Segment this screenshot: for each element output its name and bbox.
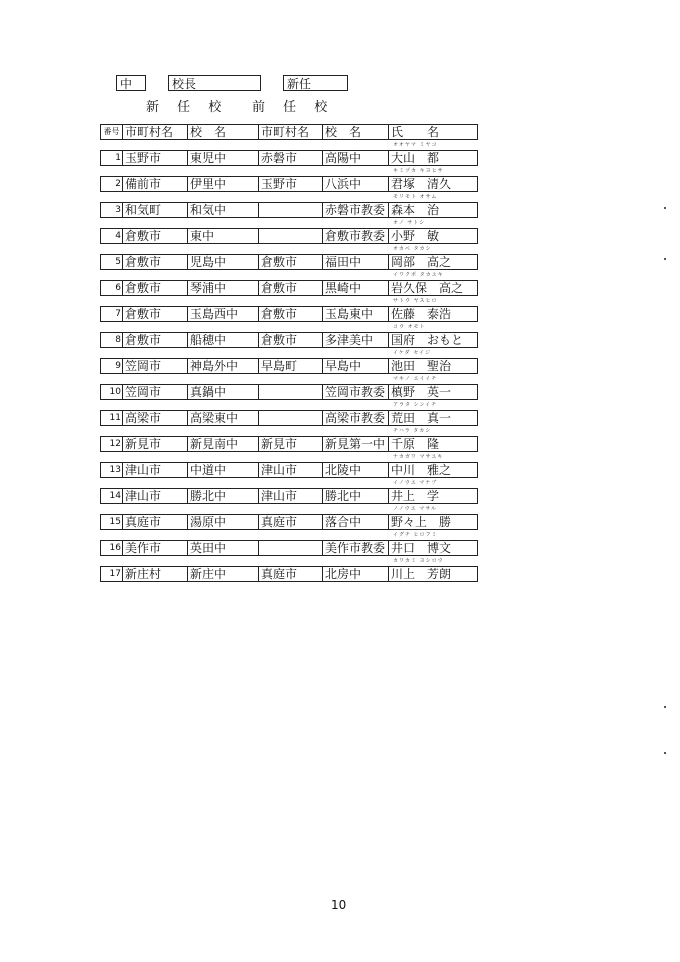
new-city: 倉敷市 xyxy=(122,280,187,296)
name-text: 森本 治 xyxy=(391,203,440,217)
row-number: 17 xyxy=(100,566,122,582)
name-text: 池田 聖治 xyxy=(391,359,452,373)
new-city: 高梁市 xyxy=(122,410,187,426)
previous-city: 玉野市 xyxy=(258,176,322,192)
table-row xyxy=(100,514,478,530)
name-text: 井上 学 xyxy=(391,489,440,503)
row-number: 15 xyxy=(100,514,122,530)
new-school: 東中 xyxy=(187,228,258,244)
table-row xyxy=(100,488,478,504)
row-number: 14 xyxy=(100,488,122,504)
person-name xyxy=(388,428,478,452)
table-row xyxy=(100,150,478,166)
new-city: 玉野市 xyxy=(122,150,187,166)
row-number: 3 xyxy=(100,202,122,218)
new-city: 倉敷市 xyxy=(122,332,187,348)
previous-city: 新見市 xyxy=(258,436,322,452)
previous-city: 津山市 xyxy=(258,488,322,504)
header-city: 市町村名 xyxy=(122,124,187,140)
name-furigana: オカベ タカシ xyxy=(393,246,432,252)
new-school: 新庄中 xyxy=(187,566,258,582)
table-row xyxy=(100,176,478,192)
name-text: 荒田 真一 xyxy=(391,411,452,425)
person-name xyxy=(388,324,478,348)
new-city: 新見市 xyxy=(122,436,187,452)
row-number: 5 xyxy=(100,254,122,270)
person-name xyxy=(388,194,478,218)
name-furigana: イグチ ヒロフミ xyxy=(393,532,438,538)
name-furigana: イケダ セイジ xyxy=(393,350,432,356)
name-furigana: カワカミ ヨシロウ xyxy=(393,558,444,564)
previous-school: 黒崎中 xyxy=(322,280,388,296)
header-previous-school: 校 名 xyxy=(322,124,388,140)
person-name xyxy=(388,350,478,374)
table-row xyxy=(100,202,478,218)
row-number: 6 xyxy=(100,280,122,296)
table-body xyxy=(100,142,478,582)
previous-school: 高梁市教委 xyxy=(322,410,388,426)
person-name xyxy=(388,168,478,192)
row-number: 13 xyxy=(100,462,122,478)
person-name xyxy=(388,272,478,296)
name-text: 岡部 高之 xyxy=(391,255,452,269)
table-row xyxy=(100,332,478,348)
new-school: 英田中 xyxy=(187,540,258,556)
person-name xyxy=(388,142,478,166)
header-school: 校 名 xyxy=(187,124,258,140)
name-text: 千原 隆 xyxy=(391,437,440,451)
previous-school: 多津美中 xyxy=(322,332,388,348)
new-city: 倉敷市 xyxy=(122,254,187,270)
previous-city xyxy=(258,540,322,556)
table-row xyxy=(100,384,478,400)
previous-school: 早島中 xyxy=(322,358,388,374)
name-furigana: オノ サトシ xyxy=(393,220,426,226)
name-furigana: イワクボ タカユキ xyxy=(393,272,444,278)
name-furigana: イノウエ マナブ xyxy=(393,480,438,486)
person-name xyxy=(388,376,478,400)
new-school: 和気中 xyxy=(187,202,258,218)
new-school: 湯原中 xyxy=(187,514,258,530)
name-text: 野々上 勝 xyxy=(391,515,452,529)
position-box: 校長 xyxy=(168,75,261,91)
name-furigana: サトウ ヤスヒロ xyxy=(393,298,438,304)
previous-school-section-label: 前 任 校 xyxy=(252,100,335,115)
previous-school: 北陵中 xyxy=(322,462,388,478)
previous-school: 北房中 xyxy=(322,566,388,582)
new-city: 津山市 xyxy=(122,462,187,478)
person-name xyxy=(388,506,478,530)
new-city: 倉敷市 xyxy=(122,228,187,244)
name-text: 岩久保 高之 xyxy=(391,281,464,295)
person-name xyxy=(388,558,478,582)
row-number: 11 xyxy=(100,410,122,426)
name-text: 佐藤 泰浩 xyxy=(391,307,452,321)
table-row xyxy=(100,436,478,452)
table-row xyxy=(100,254,478,270)
previous-city: 倉敷市 xyxy=(258,306,322,322)
new-school: 真鍋中 xyxy=(187,384,258,400)
new-school: 高梁東中 xyxy=(187,410,258,426)
name-furigana: コウ オモト xyxy=(393,324,426,330)
table-row xyxy=(100,280,478,296)
name-text: 大山 都 xyxy=(391,151,440,165)
new-school: 新見南中 xyxy=(187,436,258,452)
new-city: 和気町 xyxy=(122,202,187,218)
previous-city: 早島町 xyxy=(258,358,322,374)
name-text: 槙野 英一 xyxy=(391,385,452,399)
previous-city: 赤磐市 xyxy=(258,150,322,166)
header-name: 氏 名 xyxy=(388,124,478,140)
person-name xyxy=(388,220,478,244)
new-school: 東児中 xyxy=(187,150,258,166)
name-furigana: ノノウエ マサル xyxy=(393,506,437,512)
name-text: 中川 雅之 xyxy=(391,463,452,477)
new-school: 勝北中 xyxy=(187,488,258,504)
new-school: 玉島西中 xyxy=(187,306,258,322)
header-previous-city: 市町村名 xyxy=(258,124,322,140)
new-school: 中道中 xyxy=(187,462,258,478)
row-number: 2 xyxy=(100,176,122,192)
header-number: 番号 xyxy=(100,124,122,140)
name-furigana: モリモト オサム xyxy=(393,194,438,200)
previous-school: 赤磐市教委 xyxy=(322,202,388,218)
person-name xyxy=(388,454,478,478)
name-furigana: アラタ シンイチ xyxy=(393,402,438,408)
new-city: 笠岡市 xyxy=(122,358,187,374)
previous-city xyxy=(258,384,322,400)
previous-school: 倉敷市教委 xyxy=(322,228,388,244)
person-name xyxy=(388,402,478,426)
previous-school: 高陽中 xyxy=(322,150,388,166)
scan-speck xyxy=(664,706,666,708)
new-city: 新庄村 xyxy=(122,566,187,582)
previous-city: 真庭市 xyxy=(258,514,322,530)
previous-city: 真庭市 xyxy=(258,566,322,582)
row-number: 8 xyxy=(100,332,122,348)
table-row xyxy=(100,410,478,426)
previous-city: 津山市 xyxy=(258,462,322,478)
table-row xyxy=(100,566,478,582)
previous-school: 美作市教委 xyxy=(322,540,388,556)
new-school-section-label: 新 任 校 xyxy=(146,100,229,115)
scan-speck xyxy=(664,752,666,754)
previous-city xyxy=(258,228,322,244)
person-name xyxy=(388,532,478,556)
name-furigana: キミヅカ キヨヒサ xyxy=(393,168,444,174)
name-furigana: オオヤマ ミヤコ xyxy=(393,142,438,148)
name-text: 国府 おもと xyxy=(391,333,464,347)
table-header-row xyxy=(100,124,478,140)
appointment-status-box: 新任 xyxy=(283,75,348,91)
previous-school: 新見第一中 xyxy=(322,436,388,452)
person-name xyxy=(388,298,478,322)
appointment-table xyxy=(100,114,478,592)
name-text: 井口 博文 xyxy=(391,541,452,555)
new-city: 備前市 xyxy=(122,176,187,192)
new-city: 笠岡市 xyxy=(122,384,187,400)
row-number: 1 xyxy=(100,150,122,166)
table-row xyxy=(100,462,478,478)
name-furigana: ナカガワ マサユキ xyxy=(393,454,444,460)
new-school: 神島外中 xyxy=(187,358,258,374)
previous-school: 八浜中 xyxy=(322,176,388,192)
row-number: 10 xyxy=(100,384,122,400)
previous-city: 倉敷市 xyxy=(258,280,322,296)
previous-school: 玉島東中 xyxy=(322,306,388,322)
name-text: 小野 敏 xyxy=(391,229,440,243)
table-row xyxy=(100,228,478,244)
previous-school: 笠岡市教委 xyxy=(322,384,388,400)
scan-speck xyxy=(664,207,666,209)
new-city: 美作市 xyxy=(122,540,187,556)
row-number: 12 xyxy=(100,436,122,452)
table-row xyxy=(100,306,478,322)
person-name xyxy=(388,246,478,270)
row-number: 4 xyxy=(100,228,122,244)
new-school: 伊里中 xyxy=(187,176,258,192)
new-city: 津山市 xyxy=(122,488,187,504)
new-school: 琴浦中 xyxy=(187,280,258,296)
new-city: 真庭市 xyxy=(122,514,187,530)
row-number: 7 xyxy=(100,306,122,322)
name-furigana: チハラ タカシ xyxy=(393,428,432,434)
scan-speck xyxy=(664,258,666,260)
table-row xyxy=(100,358,478,374)
previous-city xyxy=(258,202,322,218)
new-school: 児島中 xyxy=(187,254,258,270)
person-name xyxy=(388,480,478,504)
school-level-box: 中 xyxy=(116,75,146,91)
previous-city: 倉敷市 xyxy=(258,332,322,348)
previous-school: 福田中 xyxy=(322,254,388,270)
previous-school: 落合中 xyxy=(322,514,388,530)
new-school: 船穂中 xyxy=(187,332,258,348)
previous-city: 倉敷市 xyxy=(258,254,322,270)
name-text: 川上 芳朗 xyxy=(391,567,452,581)
row-number: 9 xyxy=(100,358,122,374)
previous-city xyxy=(258,410,322,426)
table-row xyxy=(100,540,478,556)
name-furigana: マキノ エイイチ xyxy=(393,376,438,382)
name-text: 君塚 清久 xyxy=(391,177,452,191)
previous-school: 勝北中 xyxy=(322,488,388,504)
page-number: 10 xyxy=(331,898,347,912)
new-city: 倉敷市 xyxy=(122,306,187,322)
row-number: 16 xyxy=(100,540,122,556)
